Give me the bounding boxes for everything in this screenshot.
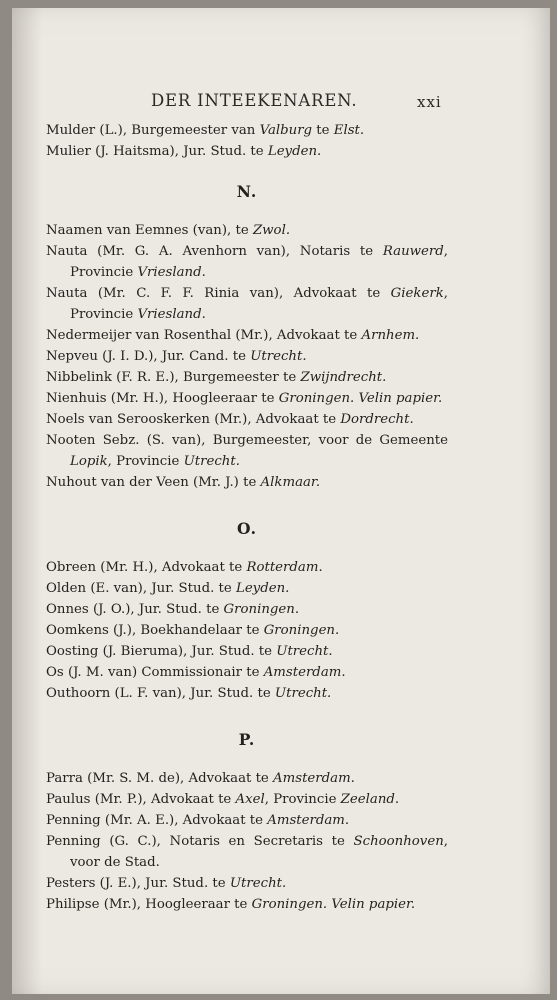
subscriber-entry — [46, 810, 448, 831]
entry-place: Schoonhoven — [353, 834, 444, 849]
entry-text: Penning (Mr. A. E.), Advokaat te — [46, 813, 268, 828]
entry-text: Os (J. M. van) Commissionair te — [46, 665, 264, 680]
entry-text: Noels van Serooskerken (Mr.), Advokaat te — [46, 412, 341, 427]
entry-text: Parra (Mr. S. M. de), Advokaat te — [46, 771, 274, 786]
entry-place: Zwol. — [252, 223, 291, 238]
entry-place: Elst. — [333, 123, 365, 138]
entry-text: te — [312, 123, 334, 138]
entry-place: Utrecht. — [274, 686, 332, 701]
entry-text: , Provincie — [70, 286, 448, 322]
page-gutter-shadow — [12, 8, 42, 994]
entry-place: Velin papier. — [358, 391, 443, 406]
subscriber-entry — [46, 283, 448, 325]
subscriber-list — [46, 120, 448, 915]
entry-place: Arnhem. — [361, 328, 420, 343]
entry-text: Nienhuis (Mr. H.), Hoogleeraar te — [46, 391, 279, 406]
entry-place: Utrecht. — [229, 876, 287, 891]
page-number: xxi — [417, 93, 442, 111]
entry-place: Leyden. — [235, 581, 290, 596]
entry-text: Outhoorn (L. F. van), Jur. Stud. te — [46, 686, 275, 701]
entry-place: Zwijndrecht. — [300, 370, 387, 385]
entry-place: Amsterdam. — [263, 665, 346, 680]
subscriber-entry — [46, 472, 448, 493]
entry-text: , Provincie — [264, 792, 341, 807]
entry-text: Penning (G. C.), Notaris en Secretaris te — [46, 834, 354, 849]
entry-text: Pesters (J. E.), Jur. Stud. te — [46, 876, 230, 891]
entry-text: Paulus (Mr. P.), Advokaat te — [46, 792, 236, 807]
section-letter-n: N. — [236, 182, 258, 201]
subscriber-entry — [46, 141, 448, 162]
entry-text: Nauta (Mr. G. A. Avenhorn van), Notaris te — [46, 244, 383, 259]
entry-text: Nooten Sebz. (S. van), Burgemeester, voor de Gemeente — [46, 433, 448, 448]
entry-text: Nibbelink (F. R. E.), Burgemeester te — [46, 370, 301, 385]
subscriber-entry — [46, 641, 448, 662]
subscriber-entry — [46, 599, 448, 620]
entry-place: Amsterdam. — [273, 771, 355, 786]
entry-text: Mulder (L.), Burgemeester van — [46, 123, 260, 138]
entry-text: Nedermeijer van Rosenthal (Mr.), Advokaat te — [46, 328, 362, 343]
subscriber-entry — [46, 367, 448, 388]
entry-text: Philipse (Mr.), Hoogleeraar te — [46, 897, 252, 912]
subscriber-entry — [46, 620, 448, 641]
entry-place: Leyden. — [267, 144, 322, 159]
entry-place: Dordrecht. — [340, 412, 414, 427]
entry-place: Vriesland. — [137, 307, 206, 322]
entry-text: Oomkens (J.), Boekhandelaar te — [46, 623, 264, 638]
entry-place: Utrecht. — [250, 349, 307, 364]
entry-place: Rotterdam. — [246, 560, 323, 575]
subscriber-entry — [46, 346, 448, 367]
entry-place: Groningen. — [251, 897, 328, 912]
section-letter-o: O. — [237, 519, 257, 538]
subscriber-entry — [46, 683, 448, 704]
subscriber-entry — [46, 430, 448, 472]
entry-text: Nuhout van der Veen (Mr. J.) te — [46, 475, 261, 490]
subscriber-entry — [46, 662, 448, 683]
entry-text: Naamen van Eemnes (van), te — [46, 223, 253, 238]
entry-text: Nauta (Mr. C. F. F. Rinia van), Advokaat te — [46, 286, 391, 301]
entry-place: Utrecht. — [183, 454, 240, 469]
entry-place: Groningen. — [263, 623, 340, 638]
entry-place: Axel — [235, 792, 265, 807]
subscriber-entry — [46, 831, 448, 873]
entry-place: Groningen. — [223, 602, 300, 617]
subscriber-entry — [46, 557, 448, 578]
entry-text: , Provincie — [70, 244, 448, 280]
entry-place: Rauwerd — [382, 244, 444, 259]
entry-text: Mulier (J. Haitsma), Jur. Stud. te — [46, 144, 268, 159]
subscriber-entry — [46, 120, 448, 141]
subscriber-entry — [46, 789, 448, 810]
subscriber-entry — [46, 388, 448, 409]
entry-place: Zeeland. — [340, 792, 400, 807]
entry-place: Lopik — [70, 454, 108, 469]
subscriber-entry — [46, 894, 448, 915]
subscriber-entry — [46, 241, 448, 283]
subscriber-entry — [46, 409, 448, 430]
entry-text: Oosting (J. Bieruma), Jur. Stud. te — [46, 644, 277, 659]
entry-place: Giekerk — [390, 286, 444, 301]
section-letter-p: P. — [238, 730, 256, 749]
entry-place: Vriesland. — [137, 265, 206, 280]
entry-place: Utrecht. — [276, 644, 333, 659]
entry-text: , Provincie — [107, 454, 184, 469]
entry-text: Onnes (J. O.), Jur. Stud. te — [46, 602, 224, 617]
subscriber-entry — [46, 873, 448, 894]
subscriber-entry — [46, 768, 448, 789]
entry-place: Valburg — [259, 123, 313, 138]
running-head: DER INTEEKENAREN. — [151, 91, 358, 110]
entry-place: Amsterdam. — [267, 813, 350, 828]
entry-place: Alkmaar. — [260, 475, 321, 490]
subscriber-entry — [46, 578, 448, 599]
entry-place: Groningen. — [278, 391, 355, 406]
entry-text: Obreen (Mr. H.), Advokaat te — [46, 560, 247, 575]
entry-text: , voor de Stad. — [70, 834, 448, 870]
subscriber-entry — [46, 220, 448, 241]
page-header — [12, 86, 550, 116]
book-page — [12, 8, 550, 994]
entry-place: Velin papier. — [331, 897, 416, 912]
subscriber-entry — [46, 325, 448, 346]
entry-text: Olden (E. van), Jur. Stud. te — [46, 581, 236, 596]
entry-text: Nepveu (J. I. D.), Jur. Cand. te — [46, 349, 251, 364]
